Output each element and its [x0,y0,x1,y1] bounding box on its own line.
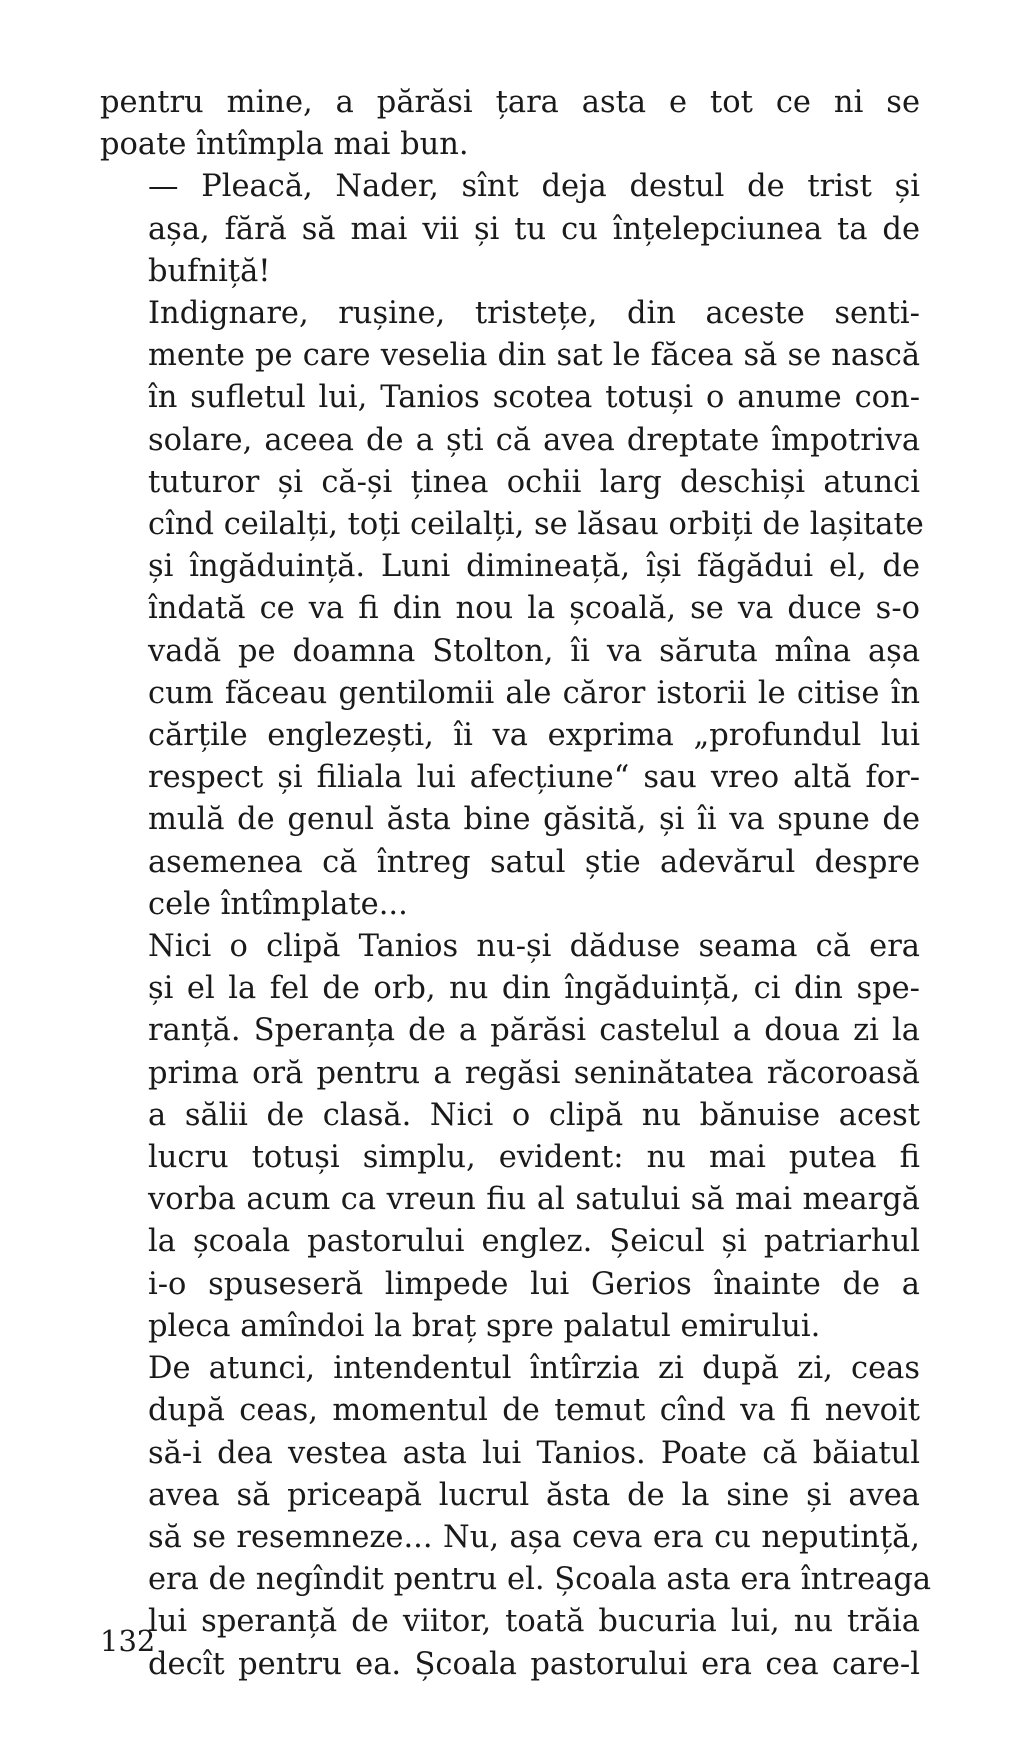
text-line: în sufletul lui, Tanios scotea totuși o anume con- [148,380,920,416]
text-line: și îngăduință. Luni dimineață, își făgădui el, de [148,549,920,585]
text-line: De atunci, intendentul întîrzia zi după zi, ceas [148,1351,920,1387]
paragraph [100,293,924,926]
text-line: să-i dea vestea asta lui Tanios. Poate că băiatul [148,1435,920,1471]
text-line: asemenea că întreg satul știe adevărul despre [148,844,920,880]
text-line: îndată ce va fi din nou la școală, se va duce s-o [148,591,920,627]
text-line: și el la fel de orb, nu din îngăduință, ci din spe- [148,971,920,1007]
text-line: cele întîmplate... [148,886,408,922]
text-line: bufniță! [148,253,271,289]
text-line: decît pentru ea. Școala pastorului era cea care-l [148,1646,920,1682]
text-line: tuturor și că-și ținea ochii larg deschiși atunci [148,464,920,500]
text-line: a sălii de clasă. Nici o clipă nu bănuise acest [148,1097,920,1133]
text-line: lui speranță de viitor, toată bucuria lui, nu trăia [148,1604,920,1640]
text-line: așa, fără să mai vii și tu cu înțelepciunea ta de [148,211,920,247]
text-line: după ceas, momentul de temut cînd va fi nevoit [148,1393,920,1429]
text-line: la școala pastorului englez. Șeicul și patriarhul [148,1224,920,1260]
page-body [100,82,932,1686]
text-line: cum făceau gentilomii ale căror istorii le citise în [148,675,920,711]
text-line: cînd ceilalți, toți ceilalți, se lăsau orbiți de lașitate [148,507,924,543]
text-line: ranță. Speranța de a părăsi castelul a doua zi la [148,1013,920,1049]
text-line: Nici o clipă Tanios nu-și dăduse seama că era [148,929,920,965]
text-line: să se resemneze... Nu, așa ceva era cu neputință, [148,1519,920,1555]
text-line: mente pe care veselia din sat le făcea să se nască [148,338,920,374]
paragraph [100,166,920,293]
paragraph [100,1348,932,1686]
text-line: solare, aceea de a ști că avea dreptate împotriva [148,422,920,458]
text-line: vorba acum ca vreun fiu al satului să mai meargă [148,1182,920,1218]
text-line: Indignare, rușine, tristețe, din aceste senti- [148,296,920,332]
page-number: 132 [100,1624,156,1658]
text-line: avea să priceapă lucrul ăsta de la sine și avea [148,1477,920,1513]
text-line: — Pleacă, Nader, sînt deja destul de trist și [148,169,920,205]
text-line: respect și filiala lui afecțiune“ sau vreo altă for- [148,760,920,796]
paragraph [100,82,920,166]
paragraph [100,926,920,1348]
text-line: i-o spuseseră limpede lui Gerios înainte de a [148,1266,920,1302]
text-line: vadă pe doamna Stolton, îi va săruta mîna așa [148,633,920,669]
text-line: lucru totuși simplu, evident: nu mai putea fi [148,1140,920,1176]
text-line: poate întîmpla mai bun. [100,127,469,163]
text-line: era de negîndit pentru el. Școala asta era întreaga [148,1562,932,1598]
text-line: pentru mine, a părăsi țara asta e tot ce ni se [100,85,920,120]
text-line: prima oră pentru a regăsi seninătatea răcoroasă [148,1055,920,1091]
text-line: pleca amîndoi la braț spre palatul emirului. [148,1308,821,1344]
text-line: cărțile englezești, îi va exprima „profundul lui [148,718,920,754]
text-line: mulă de genul ăsta bine găsită, și îi va spune de [148,802,920,838]
